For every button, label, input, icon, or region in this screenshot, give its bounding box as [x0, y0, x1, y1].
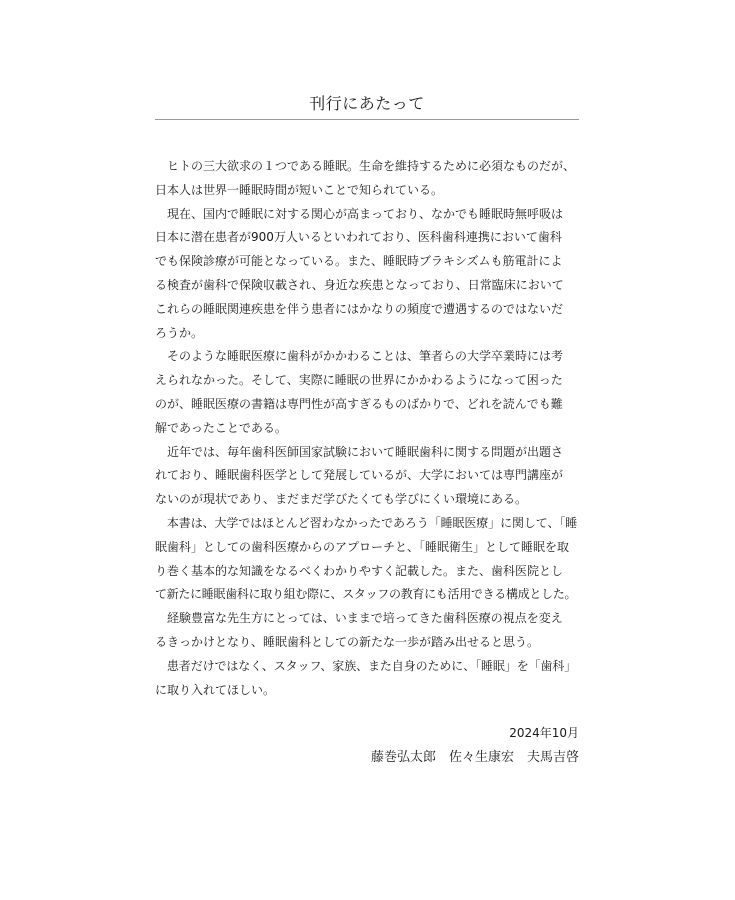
body-line: るきっかけとなり、睡眠歯科としての新たな一歩が踏み出せると思う。 — [155, 634, 540, 649]
author-names: 藤巻弘太郎 佐々生康宏 夫馬吉啓 — [370, 750, 579, 765]
publication-date: 2024年10月 — [509, 726, 579, 740]
body-line: れており、睡眠歯科医学として発展しているが、大学においては専門講座が — [155, 468, 564, 483]
preface-body — [155, 155, 579, 702]
body-line: 本書は、大学ではほとんど習わなかったであろう「睡眠医療」に関して、「睡 — [155, 515, 578, 530]
page-title: 刊行にあたって — [309, 94, 425, 113]
body-line: 日本に潜在患者が900万人いるといわれており、医科歯科連携において歯科 — [155, 230, 562, 245]
body-line: ヒトの三大欲求の１つである睡眠。生命を維持するために必須なものだが、 — [155, 159, 576, 173]
body-line: これらの睡眠関連疾患を伴う患者にはかなりの頻度で遭遇するのではないだ — [155, 301, 564, 316]
body-line: 近年では、毎年歯科医師国家試験において睡眠歯科に関する問題が出題さ — [155, 444, 564, 459]
body-line: 日本人は世界一睡眠時間が短いことで知られている。 — [155, 182, 444, 197]
body-line: ろうか。 — [155, 325, 204, 340]
body-line: 経験豊富な先生方にとっては、いままで培ってきた歯科医療の視点を変え — [155, 611, 563, 626]
body-line: 患者だけではなく、スタッフ、家族、また自身のために、「睡眠」を「歯科」 — [155, 658, 577, 673]
body-line: 眠歯科」としての歯科医療からのアプローチと、「睡眠衛生」として睡眠を取 — [155, 539, 570, 554]
body-line: ないのが現状であり、まだまだ学びたくても学びにくい環境にある。 — [155, 492, 528, 507]
body-line: のが、睡眠医療の書籍は専門性が高すぎるものばかりで、どれを読んでも難 — [155, 396, 563, 411]
body-line: て新たに睡眠歯科に取り組む際に、スタッフの教育にも活用できる構成とした。 — [155, 587, 577, 602]
body-line: でも保険診療が可能となっている。また、睡眠時ブラキシズムも筋電計によ — [155, 254, 563, 269]
body-line: そのような睡眠医療に歯科がかかわることは、筆者らの大学卒業時には考 — [155, 349, 564, 364]
body-line: 解であったことである。 — [155, 420, 287, 435]
body-line: り巻く基本的な知識をなるべくわかりやすく記載した。また、歯科医院とし — [155, 563, 564, 578]
title-underline — [155, 119, 579, 120]
body-line: る検査が歯科で保険収載され、身近な疾患となっており、日常臨床において — [155, 277, 564, 292]
body-line: えられなかった。そして、実際に睡眠の世界にかかわるようになって困った — [155, 373, 563, 388]
body-line: 現在、国内で睡眠に対する関心が高まっており、なかでも睡眠時無呼吸は — [155, 206, 564, 221]
body-line: に取り入れてほしい。 — [155, 682, 276, 697]
